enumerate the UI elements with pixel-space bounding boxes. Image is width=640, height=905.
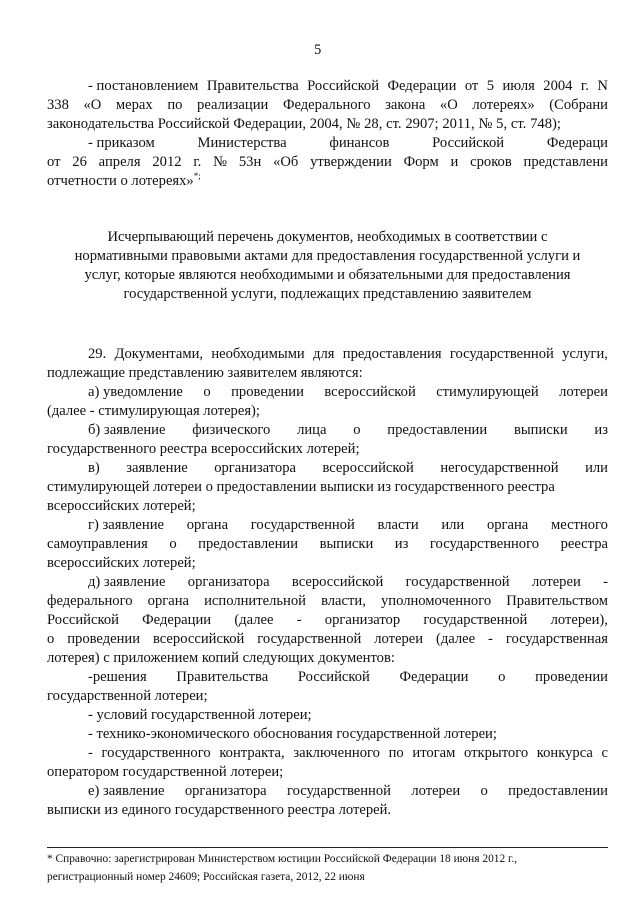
word: от [464, 78, 479, 94]
word: всероссийской [322, 460, 414, 476]
word: Российской [297, 669, 370, 685]
body-line-12: всероссийских лотерей; [47, 555, 196, 571]
body-line-9: всероссийских лотерей; [47, 498, 196, 514]
body-line-4: (далее - стимулирующая лотерея); [47, 403, 260, 419]
word: - [488, 631, 493, 647]
intro-line-2 [47, 97, 608, 113]
word: или [585, 460, 608, 476]
body-line-8: стимулирующей лотереи о предоставлении выписки из государственного реестра [47, 479, 555, 495]
body-line-3 [88, 384, 608, 400]
word: предоставлении [198, 536, 299, 552]
body-line-25: выписки из единого государственного реестра лотерей. [47, 802, 392, 818]
body-line-18 [88, 669, 608, 685]
word: стимулирующей [436, 384, 539, 400]
word: организатор [324, 612, 401, 628]
word: для [313, 346, 335, 362]
word: реестра [560, 536, 608, 552]
word: всероссийской [152, 631, 245, 647]
word: № [478, 116, 493, 132]
word: лотереи [531, 574, 581, 590]
body-line-6: государственного реестра всероссийских лотерей; [47, 441, 360, 457]
word: федерального [47, 593, 133, 609]
word: представлени [523, 154, 608, 170]
word: по [388, 745, 404, 761]
word: Российской [307, 78, 380, 94]
word: государственной [286, 783, 391, 799]
word: конкурса [536, 745, 593, 761]
word: предоставлении [508, 783, 608, 799]
word: 2004 [543, 78, 573, 94]
word: утверждении [310, 154, 392, 170]
word: Российской [47, 612, 119, 628]
intro-line-1 [88, 78, 608, 94]
word: 2011, [442, 116, 475, 132]
word: Федерации [387, 78, 457, 94]
word: контракта, [219, 745, 285, 761]
word: государственной [250, 517, 355, 533]
word: 5, [496, 116, 508, 132]
body-line-10 [88, 517, 608, 533]
word: о [203, 384, 211, 400]
word: 28, [364, 116, 383, 132]
word: д) заявление [88, 574, 166, 590]
word: государственной [405, 574, 510, 590]
body-line-17: лотерея) с приложением копий следующих документов: [47, 650, 395, 666]
word: мерах [115, 97, 153, 113]
footnote-line-2: регистрационный номер 24609; Российская газета, 2012, 22 июня [47, 871, 365, 883]
word: о [169, 536, 177, 552]
word: июля [502, 78, 535, 94]
word: о [47, 631, 55, 647]
word: - приказом [88, 135, 155, 151]
word: лотереи), [550, 612, 608, 628]
word: 26 [72, 154, 87, 170]
word: из [594, 422, 608, 438]
intro-line-5 [47, 154, 608, 170]
word: физического [192, 422, 271, 438]
word: власти [377, 517, 419, 533]
body-line-2: подлежащие представлению заявителем являются: [47, 365, 363, 381]
word: всероссийской [324, 384, 416, 400]
word: заключенного [293, 745, 380, 761]
word: реализации [197, 97, 269, 113]
section-heading-line-1: Исчерпывающий перечень документов, необходимых в соответствии с [107, 229, 548, 245]
word: 748); [530, 116, 561, 132]
word: сроков [470, 154, 512, 170]
section-heading-line-4: государственной услуги, подлежащих представлению заявителем [123, 286, 532, 302]
word: - [296, 612, 302, 628]
footnote-marker: *; [193, 171, 201, 181]
word: законодательства [47, 116, 154, 132]
word: органа [486, 517, 529, 533]
word: Федерации [399, 669, 469, 685]
body-line-7 [88, 460, 608, 476]
word: «О [439, 97, 458, 113]
word: «Об [273, 154, 299, 170]
word: г. [193, 154, 202, 170]
word: самоуправления [47, 536, 148, 552]
word: о [498, 669, 506, 685]
word: государственная [505, 631, 608, 647]
word: организатора [184, 783, 267, 799]
body-line-1 [88, 346, 608, 362]
word: из [394, 536, 409, 552]
word: - постановлением [88, 78, 199, 94]
word: организатора [187, 574, 270, 590]
word: Федерации [142, 612, 212, 628]
body-line-24 [88, 783, 608, 799]
word: о [353, 422, 361, 438]
word: ст. [510, 116, 527, 132]
word: Документами, [114, 346, 204, 362]
word: 5 [486, 78, 495, 94]
word: Правительством [506, 593, 608, 609]
word: а) уведомление [88, 384, 183, 400]
word: Правительства [176, 669, 269, 685]
intro-line-6-text: отчетности о лотереях» [47, 173, 194, 189]
word: лотереи [374, 631, 424, 647]
word: всероссийской [291, 574, 384, 590]
body-line-16 [47, 631, 608, 647]
page-number: 5 [314, 42, 322, 58]
word: власти, [321, 593, 366, 609]
word: лица [297, 422, 327, 438]
word: ст. [386, 116, 402, 132]
word: государственного [101, 745, 211, 761]
word: по [167, 97, 183, 113]
word: организатора [214, 460, 296, 476]
intro-line-3 [47, 116, 561, 132]
word: закона [385, 97, 426, 113]
word: лотереи [559, 384, 608, 400]
body-line-13 [88, 574, 608, 590]
word: «О [83, 97, 102, 113]
word: необходимыми [211, 346, 305, 362]
word: N [597, 78, 608, 94]
body-line-20: - условий государственной лотереи; [88, 707, 312, 723]
word: проведении [535, 669, 608, 685]
section-heading-line-3: услуг, которые являются необходимыми и обязательными для предоставления [84, 267, 571, 283]
word: 2004, [309, 116, 343, 132]
word: - [603, 574, 608, 590]
word: органа [186, 517, 229, 533]
word: 53н [238, 154, 262, 170]
intro-line-4 [88, 135, 608, 151]
word: исполнительной [204, 593, 306, 609]
word: о [480, 783, 488, 799]
word: -решения [88, 669, 147, 685]
word: лотереи [411, 783, 461, 799]
word: 2907; [405, 116, 439, 132]
word: государственной [423, 612, 528, 628]
word: Российской [432, 135, 505, 151]
word: 2012 [152, 154, 182, 170]
word: уполномоченного [380, 593, 492, 609]
word: лотереях» [472, 97, 535, 113]
word: открытого [464, 745, 529, 761]
word: или [441, 517, 465, 533]
body-line-23: оператором государственной лотереи; [47, 764, 284, 780]
word: в) [88, 460, 100, 476]
word: предоставлении [387, 422, 488, 438]
section-heading-line-2: нормативными правовыми актами для предоставления государственной услуги и [74, 248, 581, 264]
word: государственной [257, 631, 362, 647]
word: 29. [88, 346, 107, 362]
word: негосударственной [440, 460, 559, 476]
word: (далее [435, 631, 476, 647]
word: № [213, 154, 228, 170]
body-line-5 [88, 422, 608, 438]
word: апреля [98, 154, 141, 170]
word: Министерства [197, 135, 287, 151]
word: - [88, 745, 93, 761]
body-line-22 [88, 745, 608, 761]
body-line-19: государственной лотереи; [47, 688, 208, 704]
word: предоставления [342, 346, 442, 362]
word: местного [551, 517, 608, 533]
word: финансов [329, 135, 390, 151]
word: г) заявление [88, 517, 165, 533]
body-line-14 [47, 593, 608, 609]
word: Федераци [546, 135, 608, 151]
word: Российской [157, 116, 230, 132]
word: проведении [231, 384, 304, 400]
word: органа [147, 593, 189, 609]
word: Федерации, [233, 116, 306, 132]
word: г. [580, 78, 589, 94]
body-line-11 [47, 536, 608, 552]
body-line-15 [47, 612, 608, 628]
word: выписки [513, 422, 568, 438]
footnote-separator [47, 847, 608, 848]
word: (далее [234, 612, 274, 628]
footnote-line-1: * Справочно: зарегистрирован Министерством юстиции Российской Федерации 18 июня 2012 г., [47, 853, 518, 865]
word: 338 [47, 97, 69, 113]
word: от [47, 154, 61, 170]
word: проведении [67, 631, 141, 647]
intro-line-6 [47, 173, 201, 189]
word: б) заявление [88, 422, 166, 438]
word: Форм [403, 154, 439, 170]
word: е) заявление [88, 783, 165, 799]
word: итогам [412, 745, 456, 761]
body-line-21: - технико-экономического обоснования государственной лотереи; [88, 726, 497, 742]
word: Федерального [282, 97, 371, 113]
word: выписки [319, 536, 374, 552]
word: государственного [429, 536, 540, 552]
word: с [601, 745, 608, 761]
word: и [450, 154, 459, 170]
word: № [346, 116, 361, 132]
word: государственной [449, 346, 554, 362]
word: услуги, [562, 346, 608, 362]
word: Правительства [206, 78, 299, 94]
word: (Собрани [549, 97, 608, 113]
word: заявление [126, 460, 188, 476]
